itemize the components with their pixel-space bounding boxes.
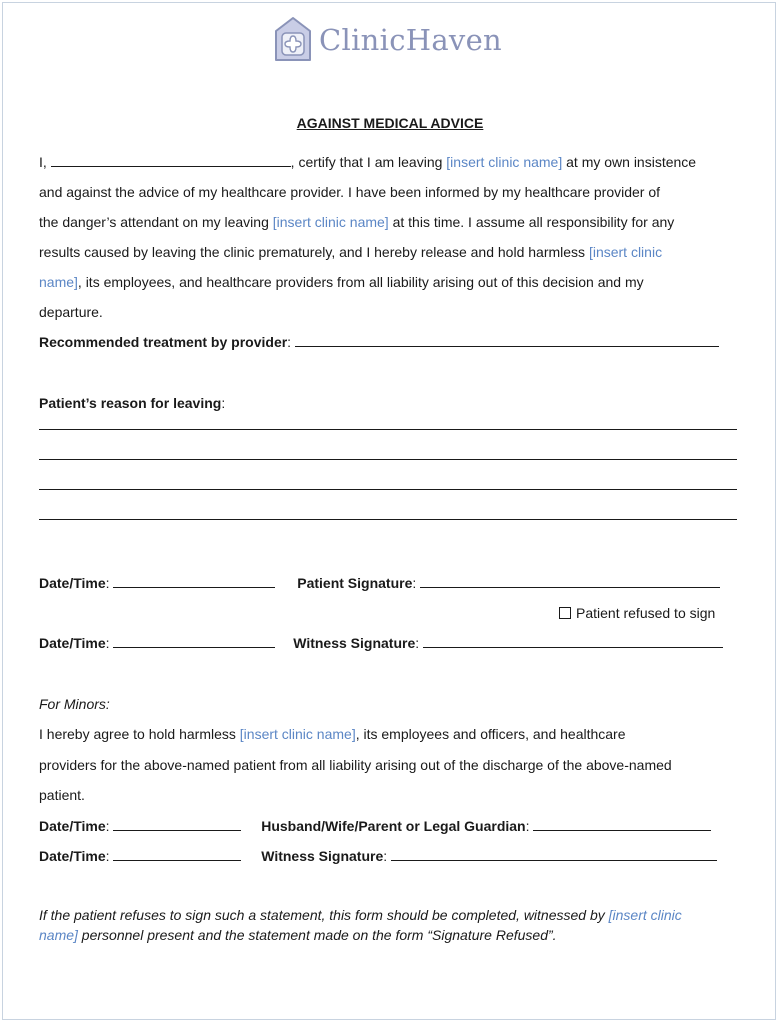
patient-signature-label: Patient Signature bbox=[297, 575, 413, 591]
refused-checkbox-label: Patient refused to sign bbox=[576, 605, 716, 621]
reason-line-2[interactable] bbox=[39, 459, 737, 460]
minor-witness-signature-field[interactable] bbox=[391, 848, 717, 861]
reason-line-1[interactable] bbox=[39, 429, 737, 430]
statement-line-4: results caused by leaving the clinic prematurely, and I hereby release and hold harmless [insert clinic bbox=[39, 244, 663, 260]
form-page bbox=[2, 2, 776, 1020]
datetime-field[interactable] bbox=[113, 818, 241, 831]
datetime-field[interactable] bbox=[113, 635, 275, 648]
clinic-name-placeholder: name] bbox=[39, 927, 78, 943]
minors-heading: For Minors: bbox=[39, 696, 110, 712]
reason-row: Patient’s reason for leaving: bbox=[39, 395, 226, 411]
clinic-name-placeholder: [insert clinic bbox=[608, 907, 682, 923]
clinic-name-placeholder: [insert clinic bbox=[588, 244, 663, 260]
reason-label: Patient’s reason for leaving bbox=[39, 395, 222, 411]
refused-checkbox[interactable] bbox=[559, 607, 571, 619]
guardian-signature-field[interactable] bbox=[533, 818, 711, 831]
patient-signature-row: Date/Time: Patient Signature: bbox=[39, 575, 720, 591]
minor-witness-signature-row: Date/Time: Witness Signature: bbox=[39, 848, 717, 864]
clinic-logo bbox=[273, 15, 502, 63]
minor-witness-signature-label: Witness Signature bbox=[261, 848, 384, 864]
clinic-logo-text: ClinicHaven bbox=[319, 23, 503, 57]
patient-name-field[interactable] bbox=[51, 154, 291, 167]
clinic-name-placeholder: [insert clinic name] bbox=[446, 154, 563, 170]
witness-signature-row: Date/Time: Witness Signature: bbox=[39, 635, 723, 651]
guardian-signature-row: Date/Time: Husband/Wife/Parent or Legal Guardian: bbox=[39, 818, 711, 834]
refused-checkbox-row[interactable] bbox=[559, 605, 715, 621]
statement-line-5: name], its employees, and healthcare providers from all liability arising out of this decision and my bbox=[39, 274, 644, 290]
recommended-treatment-field[interactable] bbox=[295, 334, 719, 347]
statement-line-6: departure. bbox=[39, 304, 103, 320]
footer-note-line-1: If the patient refuses to sign such a statement, this form should be completed, witnessed by [insert clinic bbox=[39, 907, 682, 923]
clinic-name-placeholder: [insert clinic name] bbox=[239, 726, 356, 742]
datetime-label: Date/Time bbox=[39, 818, 106, 834]
clinic-name-placeholder: name] bbox=[39, 274, 78, 290]
datetime-label: Date/Time bbox=[39, 848, 106, 864]
recommended-treatment-row: Recommended treatment by provider: bbox=[39, 334, 719, 350]
reason-line-3[interactable] bbox=[39, 489, 737, 490]
reason-line-4[interactable] bbox=[39, 519, 737, 520]
clinic-name-placeholder: [insert clinic name] bbox=[272, 214, 389, 230]
minors-line-2: providers for the above-named patient from all liability arising out of the discharge of the above-named bbox=[39, 757, 672, 773]
minors-line-1: I hereby agree to hold harmless [insert clinic name], its employees and officers, and healthcare bbox=[39, 726, 626, 742]
statement-line-1: I, , certify that I am leaving [insert clinic name] at my own insistence bbox=[39, 154, 697, 170]
guardian-signature-label: Husband/Wife/Parent or Legal Guardian bbox=[261, 818, 526, 834]
datetime-field[interactable] bbox=[113, 848, 241, 861]
house-cross-icon bbox=[273, 16, 313, 62]
witness-signature-label: Witness Signature bbox=[293, 635, 416, 651]
form-title: AGAINST MEDICAL ADVICE bbox=[296, 115, 484, 131]
minors-line-3: patient. bbox=[39, 787, 85, 803]
recommended-treatment-label: Recommended treatment by provider bbox=[39, 334, 288, 350]
statement-line-3: the danger’s attendant on my leaving [insert clinic name] at this time. I assume all responsibility for any bbox=[39, 214, 675, 230]
datetime-label: Date/Time bbox=[39, 635, 106, 651]
patient-signature-field[interactable] bbox=[420, 575, 720, 588]
statement-line-2: and against the advice of my healthcare provider. I have been informed by my healthcare provider of bbox=[39, 184, 661, 200]
datetime-field[interactable] bbox=[113, 575, 275, 588]
datetime-label: Date/Time bbox=[39, 575, 106, 591]
witness-signature-field[interactable] bbox=[423, 635, 723, 648]
footer-note-line-2: name] personnel present and the statement made on the form “Signature Refused”. bbox=[39, 927, 557, 943]
